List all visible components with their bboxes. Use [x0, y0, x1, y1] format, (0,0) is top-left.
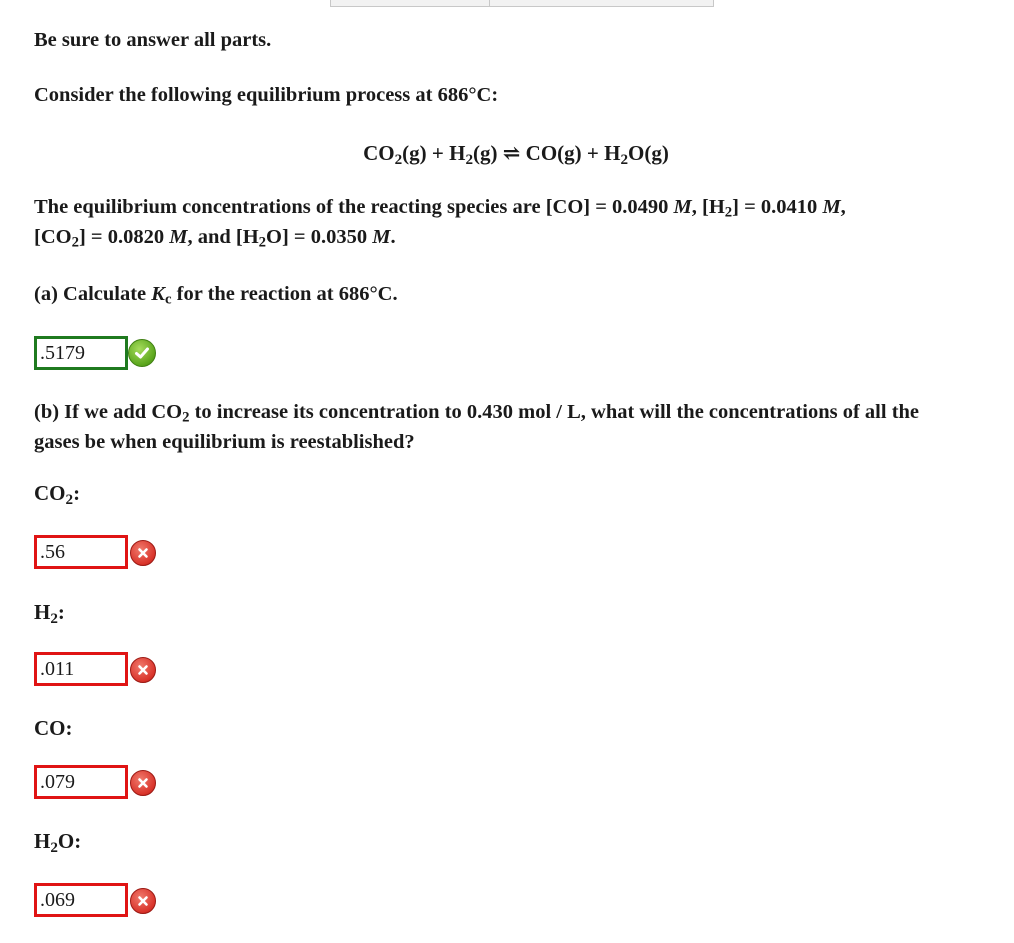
h2-answer-input[interactable]: [34, 652, 128, 686]
x-icon: [130, 888, 156, 914]
x-icon: [130, 657, 156, 683]
equilibrium-arrow-icon: ⇌: [497, 141, 526, 165]
concentrations-line-2: $[CO_2] = 0.0820$ M, and $[H_2O] = 0.0350$ M.: [34, 226, 396, 251]
instructions-text: Be sure to answer all parts.: [34, 29, 272, 51]
part-a-prompt: (a) Calculate $K_c$ for the reaction at 686°C.: [34, 283, 398, 308]
x-icon: [130, 770, 156, 796]
part-b-prompt-line-2: gases be when equilibrium is reestablished?: [34, 431, 415, 453]
co2-label: $CO_2$:: [34, 481, 81, 508]
reaction-equation: $CO_2(g) + H_2(g)$ ⇌ $CO(g) + H_2O(g)$: [363, 141, 669, 168]
top-tab-strip: [330, 0, 714, 7]
co-label: CO:: [34, 716, 73, 740]
x-icon: [130, 540, 156, 566]
concentrations-line-1: The equilibrium concentrations of the reacting species are [CO] = 0.0490 M, $[H_2] = 0.0410$ M,: [34, 196, 846, 221]
h2o-answer-input[interactable]: [34, 883, 128, 917]
co-answer-input[interactable]: [34, 765, 128, 799]
co2-answer-input[interactable]: [34, 535, 128, 569]
h2-label: $H_2$:: [34, 600, 65, 627]
kc-answer-input[interactable]: [34, 336, 128, 370]
h2o-label: $H_2O$:: [34, 829, 82, 856]
checkmark-icon: [128, 339, 156, 367]
tab-divider: [489, 0, 490, 7]
part-b-prompt-line-1: (b) If we add $CO_2$ to increase its concentration to 0.430 mol / L, what will the concentrations of all the: [34, 401, 920, 426]
question-intro: Consider the following equilibrium process at 686°C:: [34, 84, 499, 106]
